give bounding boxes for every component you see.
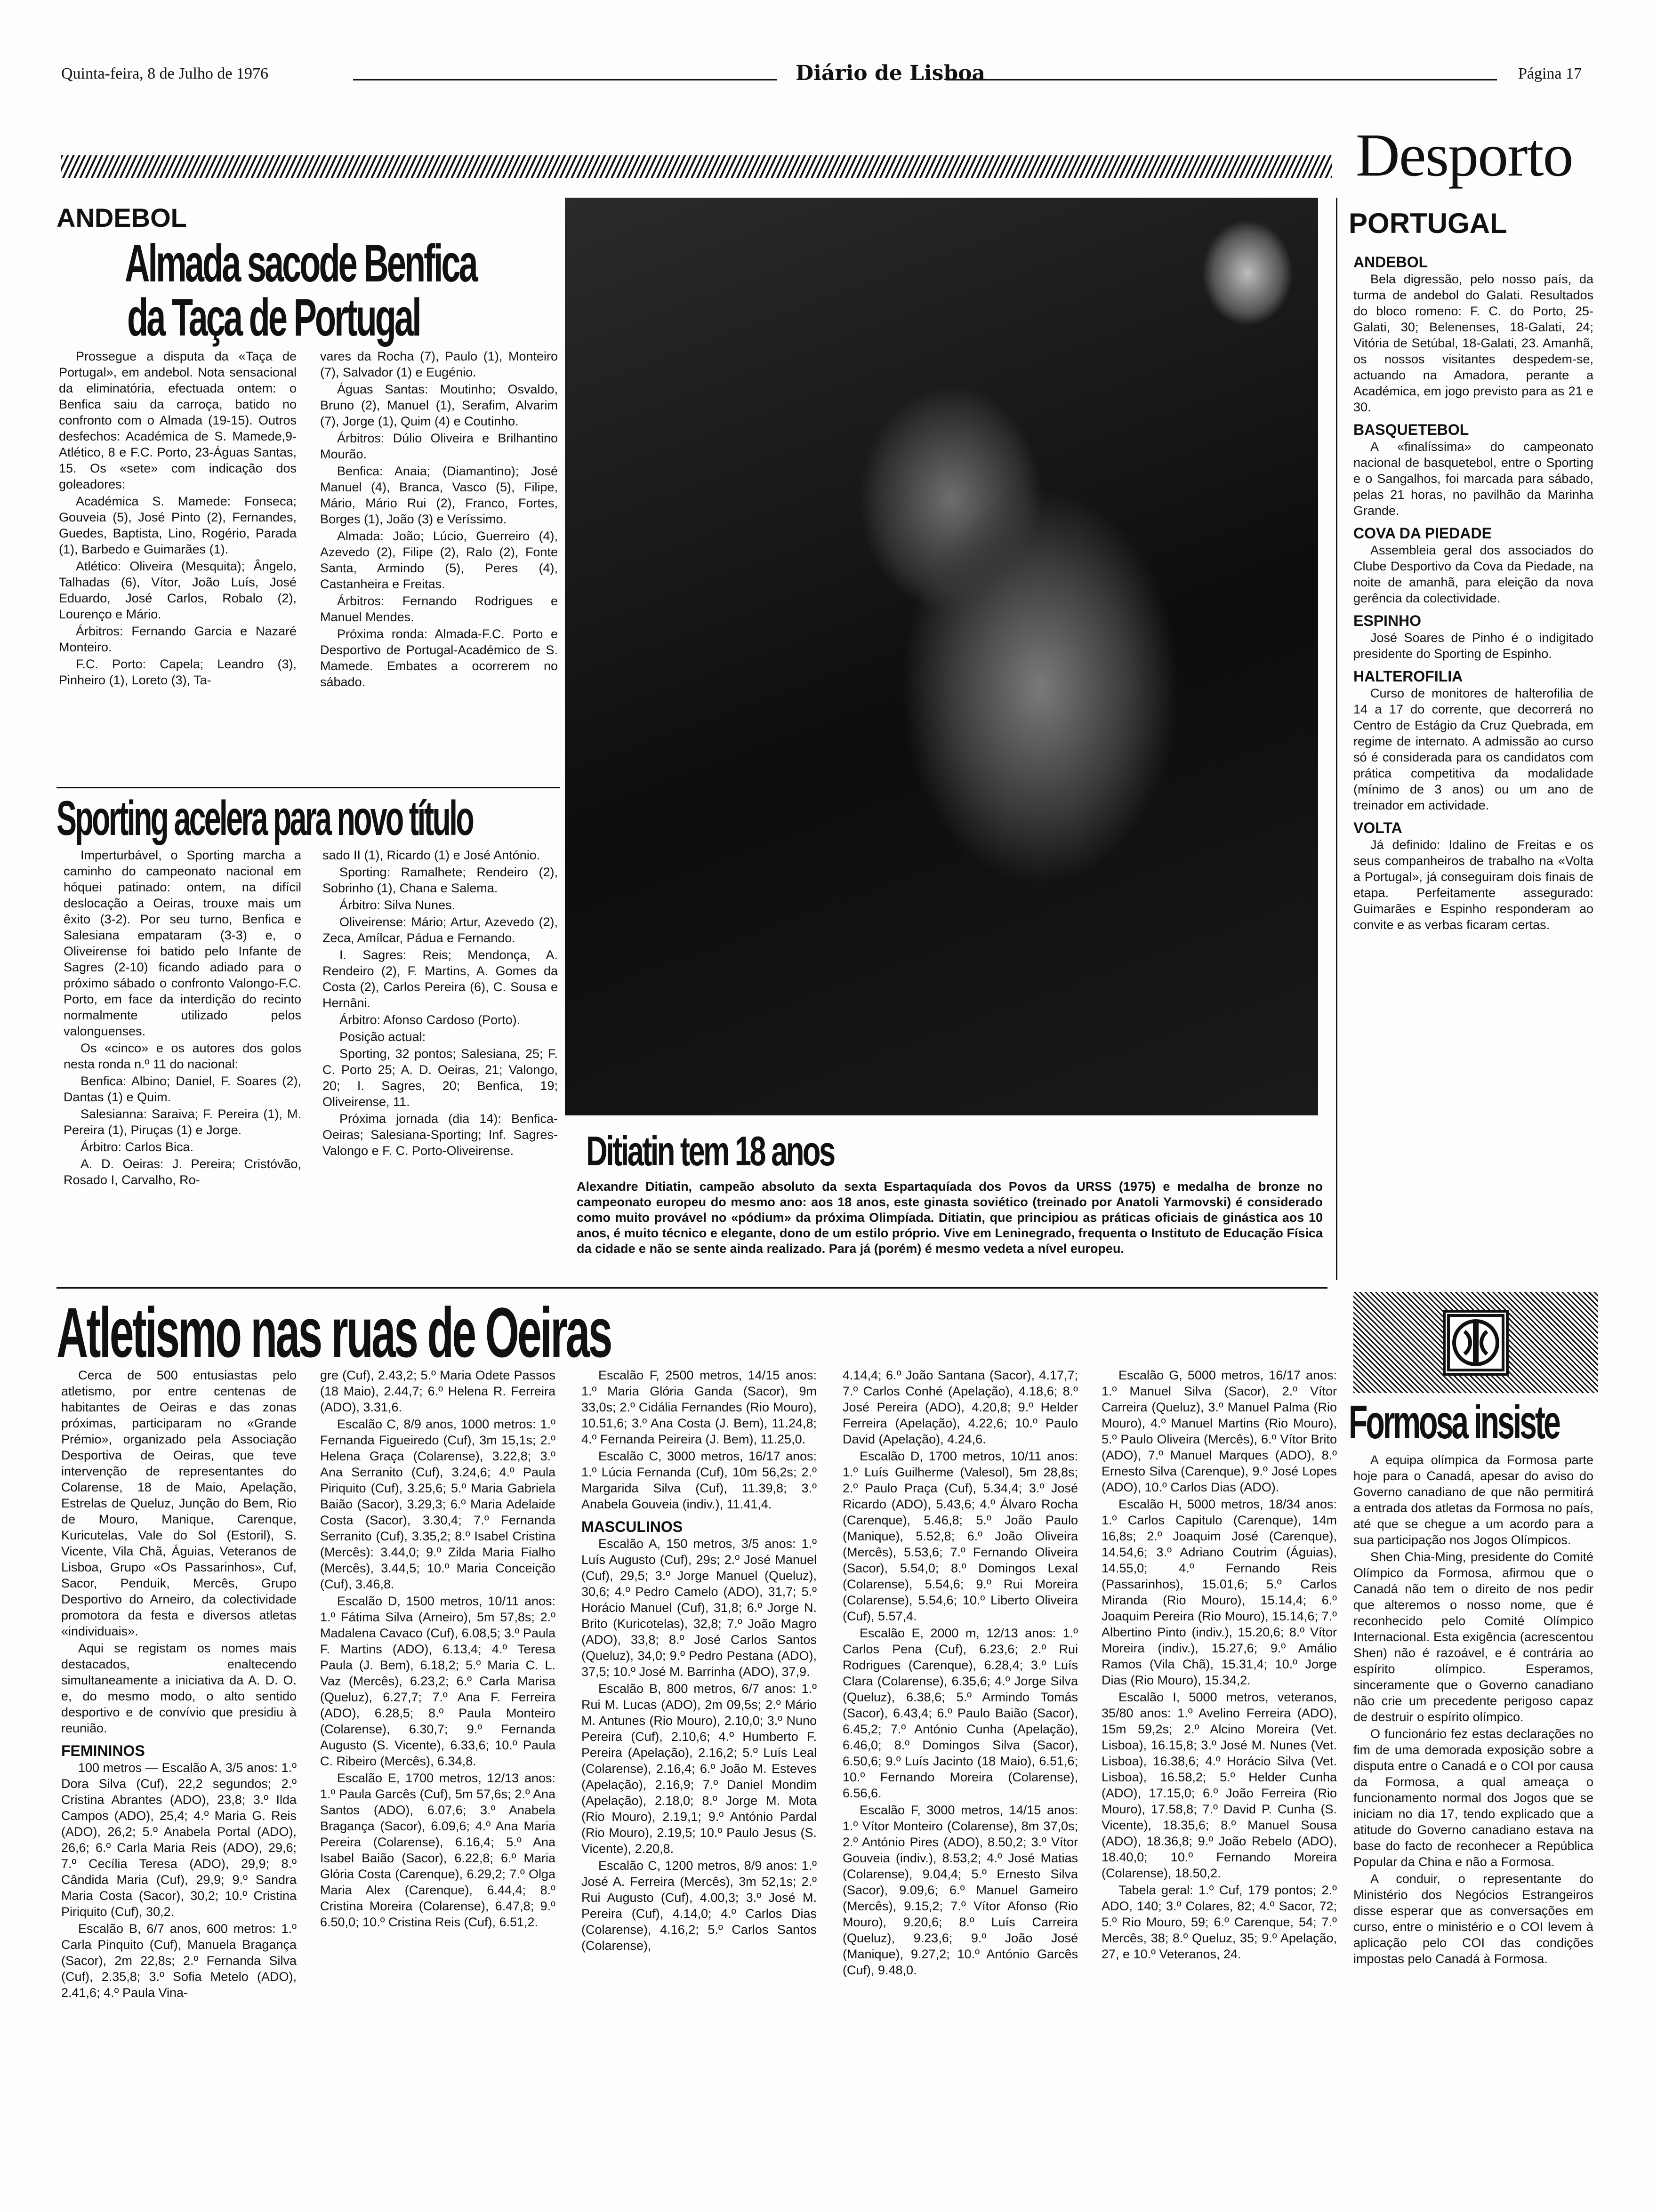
paragraph: F.C. Porto: Capela; Leandro (3), Pinheiro (1), Loreto (3), Ta- <box>59 657 297 687</box>
paragraph: Imperturbável, o Sporting marcha a caminho do campeonato nacional em hóquei patinado: ontem, na difícil deslocação a Oeiras, trouxe mais um êxito (3-2). Por seu turno, Benfica e Salesiana empataram (3-3) e, o Oliveirense foi batido pelo Infante de Sagres (2-10) ficando adiado para o próximo sábado o confronto Valongo-F.C. Porto, em face da interdição do recinto normalmente utilizado pelos valonguenses. <box>64 848 301 1038</box>
sidebar-heading: ESPINHO <box>1353 612 1422 629</box>
article-column <box>843 1367 1078 2200</box>
photo-caption: Alexandre Ditiatin, campeão absoluto da sexta Espartaquíada dos Povos da URSS (1975) e medalha de bronze no campeonato europeu do mesmo ano: aos 18 anos, este ginasta soviético (treinado por Anatoli Yarmovski) é considerado como muito provável no «pódium» da próxima Olimpíada. Ditiatin, que principiou as práticas oficiais de ginástica aos 10 anos, é muito técnico e elegante, dono de um estilo próprio. Vive em Leninegrado, frequenta o Instituto de Educação Física da cidade e não se sente ainda realizado. Para já (porém) é mesmo vedeta a nível europeu. <box>577 1179 1323 1256</box>
article-column <box>64 847 301 1294</box>
paragraph: Árbitros: Fernando Rodrigues e Manuel Mendes. <box>320 594 558 624</box>
sidebar-heading: HALTEROFILIA <box>1353 668 1463 685</box>
paragraph: Curso de monitores de halterofilia de 14 a 17 do corrente, que decorrerá no Centro de Estágio da Cruz Quebrada, em regime de internato. A admissão ao curso só é considerada para os candidatos com prática competitiva da modalidade (mínimo de 3 anos) ou um ano de treinador em actividade. <box>1353 686 1593 812</box>
gymnast-photo <box>565 198 1318 1115</box>
paragraph: O funcionário fez estas declarações no fim de uma demorada exposição sobre a disputa entre o Canadá e o COI por causa da Formosa, a qual ameaça o funcionamento normal dos Jogos que se iniciam no dia 17, tendo explicado que a atitude do Governo canadiano estava na base do facto de reconhecer a República Popular da China e não a Formosa. <box>1353 1727 1593 1869</box>
paragraph: Aqui se registam os nomes mais destacados, enaltecendo simultaneamente a iniciativa da A. D. O. e, do mesmo modo, o alto sentido desportivo e de convívio que presidiu à reunião. <box>61 1641 297 1735</box>
article-column <box>59 348 297 772</box>
paragraph: A. D. Oeiras: J. Pereira; Cristóvão, Rosado I, Carvalho, Ro- <box>64 1157 301 1187</box>
paragraph: Oliveirense: Mário; Artur, Azevedo (2), Zeca, Amílcar, Pádua e Fernando. <box>322 915 558 945</box>
article-column <box>1353 1452 1593 2200</box>
issue-date: Quinta-feira, 8 de Julho de 1976 <box>61 65 268 82</box>
column-rule <box>1336 198 1337 1280</box>
paragraph: sado II (1), Ricardo (1) e José António. <box>322 848 540 862</box>
paragraph: Escalão B, 800 metros, 6/7 anos: 1.º Rui M. Lucas (ADO), 2m 09,5s; 2.º Mário M. Antunes (Rio Mouro), 2.10,0; 3.º Nuno Pereira (Cuf), 2.10,6; 4.º Humberto F. Pereira (Apelação), 2.16,2; 5.º Luís Leal (Colarense), 2.16,4; 6.º João M. Esteves (Apelação), 2.16,9; 7.º Daniel Mondim (Apelação), 2.18,0; 8.º Jorge M. Mota (Rio Mouro), 2.19,1; 9.º António Pardal (Rio Mouro), 2.19,5; 10.º Paulo Jesus (S. Vicente), 2.20,8. <box>581 1682 817 1856</box>
masthead <box>61 61 1582 89</box>
article-column <box>320 348 558 781</box>
paragraph: Escalão C, 8/9 anos, 1000 metros: 1.º Fernanda Figueiredo (Cuf), 3m 15,1s; 2.º Helena Graça (Colarense), 3.22,8; 3.º Ana Serranito (Cuf), 3.24,6; 4.º Paula Piriquito (Cuf), 3.25,6; 5.º Maria Gabriela Baião (Sacor), 3.29,3; 6.º Maria Adelaide Costa (Sacor), 3.30,4; 7.º Fernanda Serranito (Cuf), 3.35,2; 8.º Isabel Cristina (Mercês): 3.44,0; 9.º Zilda Maria Fialho (Mercês), 3.44,5; 10.º Maria Conceição (Cuf), 3.46,8. <box>320 1417 555 1591</box>
article-headline: Atletismo nas ruas de Oeiras <box>56 1293 611 1372</box>
paragraph: Já definido: Idalino de Freitas e os seus companheiros de trabalho na «Volta a Portugal», já conseguiram dois finais de etapa. Perfeitamente assegurado: Guimarães e Espinho responderam ao convite e as verbas ficaram certas. <box>1353 838 1593 932</box>
paragraph: 4.14,4; 6.º João Santana (Sacor), 4.17,7; 7.º Carlos Conhé (Apelação), 4.18,6; 8.º José Pereira (ADO), 4.20,8; 9.º Helder Ferreira (Apelação), 4.22,6; 10.º Paulo David (Apelação), 4.24,6. <box>843 1368 1078 1446</box>
subheading: FEMININOS <box>61 1742 145 1759</box>
article-column <box>1102 1367 1337 2200</box>
montreal-olympic-emblem-icon <box>1443 1310 1509 1376</box>
paragraph: Escalão C, 1200 metros, 8/9 anos: 1.º José A. Ferreira (Mercês), 3m 52,1s; 2.º Rui Augusto (Cuf), 4.00,3; 3.º José M. Pereira (Cuf), 4.14,0; 4.º Carlos Dias (Colarense), 4.16,2; 5.º Carlos Santos (Colarense), <box>581 1859 817 1953</box>
paragraph: Escalão F, 2500 metros, 14/15 anos: 1.º Maria Glória Ganda (Sacor), 9m 33,0s; 2.º Cidália Fernandes (Rio Mouro), 10.51,6; 3.º Ana Costa (J. Bem), 11.24,8; 4.º Fernanda Peireira (J. Bem), 11.25,0. <box>581 1368 817 1446</box>
paragraph: Prossegue a disputa da «Taça de Portugal», em andebol. Nota sensacional da eliminatória, efectuada ontem: o Benfica saiu da carroça, batido no confronto com o Almada (19-15). Outros desfechos: Académica de S. Mamede,9-Atlético, 8 e F.C. Porto, 23-Águas Santas, 15. Os «sete» com indicação dos goleadores: <box>59 349 297 491</box>
paragraph: Árbitro: Afonso Cardoso (Porto). <box>339 1013 521 1027</box>
paragraph: Próxima jornada (dia 14): Benfica-Oeiras; Salesiana-Sporting; Inf. Sagres-Valongo e F. C. Porto-Oliveirense. <box>322 1112 558 1158</box>
paragraph: Escalão D, 1500 metros, 10/11 anos: 1.º Fátima Silva (Arneiro), 5m 57,8s; 2.º Madalena Cavaco (Cuf), 6.08,5; 3.º Paula F. Martins (ADO), 6.13,4; 4.º Teresa Paula (J. Bem), 6.18,2; 5.º Maria C. L. Vaz (Mercês), 6.23,2; 6.º Carla Marisa (Queluz), 6.27,7; 7.º Ana F. Ferreira (ADO), 6.28,5; 8.º Paula Monteiro (Colarense), 6.30,7; 9.º Fernanda Augusto (S. Vicente), 6.33,6; 10.º Paula C. Ribeiro (Mercês), 6.34,8. <box>320 1594 555 1768</box>
paragraph: Almada: João; Lúcio, Guerreiro (4), Azevedo (2), Filipe (2), Ralo (2), Fonte Santa, Armindo (5), Peres (4), Castanheira e Freitas. <box>320 529 558 591</box>
paragraph: Sporting: Ramalhete; Rendeiro (2), Sobrinho (1), Chana e Salema. <box>322 865 558 895</box>
article-column <box>322 847 558 1294</box>
sidebar-heading: COVA DA PIEDADE <box>1353 525 1492 542</box>
paragraph: A «finalíssima» do campeonato nacional de basquetebol, entre o Sporting e o Sangalhos, foi marcada para sábado, pelas 21 horas, no pavilhão da Marinha Grande. <box>1353 440 1593 518</box>
article-column <box>61 1367 297 2200</box>
paragraph: Sporting, 32 pontos; Salesiana, 25; F. C. Porto 25; A. D. Oeiras, 21; Valongo, 20; I. Sagres, 20; Benfica, 19; Oliveirense, 11. <box>322 1047 558 1109</box>
paragraph: gre (Cuf), 2.43,2; 5.º Maria Odete Passos (18 Maio), 2.44,7; 6.º Helena R. Ferreira (ADO), 3.31,6. <box>320 1368 555 1414</box>
paragraph: Árbitros: Dúlio Oliveira e Brilhantino Mourão. <box>320 431 558 461</box>
sidebar-column <box>1353 254 1593 1280</box>
paragraph: A equipa olímpica da Formosa parte hoje para o Canadá, apesar do aviso do Governo canadiano de que não permitirá a entrada dos atletas da Formosa no país, até que se chegue a um acordo para a sua participação nos Jogos Olímpicos. <box>1353 1453 1593 1547</box>
sidebar-kicker: PORTUGAL <box>1349 208 1507 239</box>
paragraph: Salesianna: Saraiva; F. Pereira (1), M. Pereira (1), Piruças (1) e Jorge. <box>64 1107 301 1137</box>
paragraph: Benfica: Albino; Daniel, F. Soares (2), Dantas (1) e Quim. <box>64 1074 301 1104</box>
newspaper-title: Diário de Lisboa <box>796 61 986 85</box>
masthead-rule <box>353 79 777 80</box>
paragraph: Assembleia geral dos associados do Clube Desportivo da Cova da Piedade, na noite de amanhã, para eleição da nova gerência da colectividade. <box>1353 543 1593 605</box>
page-number: Página 17 <box>1518 65 1582 82</box>
olympic-logo <box>1353 1292 1598 1393</box>
paragraph: Shen Chia-Ming, presidente do Comité Olímpico da Formosa, afirmou que o Canadá não tem o direito de nos pedir que alteremos o nosso nome, que é reconhecido pelo Comité Olímpico Internacional. Esta exigência (acrescentou Shen) não é razoável, e é contrária ao espírito olímpico. Esperamos, sinceramente que o Governo canadiano não crie um precedente perigoso capaz de destruir o espírito olímpico. <box>1353 1550 1593 1724</box>
paragraph: Bela digressão, pelo nosso país, da turma de andebol do Galati. Resultados do bloco romeno: F. C. do Porto, 25-Galati, 30; Belenenses, 18-Galati, 24; Vitória de Setúbal, 18-Galati, 23. Amanhã, os nossos visitantes despedem-se, actuando na Amadora, perante a Académica, em jogo previsto para as 21 e 30. <box>1353 272 1593 414</box>
paragraph: Escalão E, 1700 metros, 12/13 anos: 1.º Paula Garcês (Cuf), 5m 57,6s; 2.º Ana Santos (ADO), 6.07,6; 3.º Anabela Bragança (Sacor), 6.09,6; 4.º Ana Maria Pereira (Colarense), 6.16,4; 5.º Ana Isabel Baião (Sacor), 6.22,8; 6.º Maria Glória Costa (Carenque), 6.29,2; 7.º Olga Maria Alex (Carenque), 6.44,4; 8.º Cristina Moreira (Colarense), 6.47,8; 9.º 6.50,0; 10.º Cristina Reis (Cuf), 6.51,2. <box>320 1771 555 1929</box>
paragraph: Árbitros: Fernando Garcia e Nazaré Monteiro. <box>59 624 297 654</box>
paragraph: Cerca de 500 entusiastas pelo atletismo, por entre centenas de habitantes de Oeiras e das zonas próximas, participaram no «Grande Prémio», organizado pela Associação Desportiva de Oeiras, que teve intervenção de representantes do Colarense, 18 de Maio, Apelação, Estrelas de Queluz, Junção do Bem, Rio de Mouro, Manique, Carenque, Kuricutelas, Vale do Sol (Estoril), S. Vicente, Vila Chã, Águias, Veteranos de Lisboa, Grupo «Os Passarinhos», Cuf, Sacor, Penduik, Mercês, Grupo Desportivo do Arneiro, da colectividade promotora da festa e diversos atletas «individuais». <box>61 1368 297 1638</box>
subheading: MASCULINOS <box>581 1518 683 1535</box>
article-headline: Sporting acelera para novo título <box>56 791 473 846</box>
section-rule <box>56 1287 1327 1289</box>
sidebar-heading: ANDEBOL <box>1353 254 1428 271</box>
paragraph: Árbitro: Silva Nunes. <box>339 898 456 912</box>
paragraph: Escalão G, 5000 metros, 16/17 anos: 1.º Manuel Silva (Sacor), 2.º Vítor Carreira (Queluz), 3.º Manuel Palma (Rio Mouro), 4.º Manuel Martins (Rio Mouro), 5.º Paulo Oliveira (Mercês), 6.º Vítor Brito (ADO), 7.º Manuel Marques (ADO), 8.º Ernesto Silva (Carenque), 9.º José Lopes (ADO), 10.º Carlos Dias (ADO). <box>1102 1368 1337 1494</box>
paragraph: Escalão C, 3000 metros, 16/17 anos: 1.º Lúcia Fernanda (Cuf), 10m 56,2s; 2.º Margarida Silva (Cuf), 11.39,8; 3.º Anabela Gouveia (indiv.), 11.41,4. <box>581 1449 817 1511</box>
paragraph: Próxima ronda: Almada-F.C. Porto e Desportivo de Portugal-Académico de S. Mamede. Embates a ocorrerem no sábado. <box>320 627 558 689</box>
paragraph: Escalão H, 5000 metros, 18/34 anos: 1.º Carlos Capitulo (Carenque), 14m 16,8s; 2.º Joaquim José (Carenque), 14.54,6; 3.º Adriano Coutrim (Águias), 14.55,0; 4.º Fernando Reis (Passarinhos), 15.01,6; 5.º Carlos Miranda (Rio Mouro), 15.14,4; 6.º Joaquim Pereira (Rio Mouro), 15.14,6; 7.º Albertino Pinto (indiv.), 15.20,6; 8.º Vítor Moreira (indiv.), 15.27,6; 9.º Amálio Ramos (Vila Chã), 15.31,4; 10.º Jorge Dias (Rio Mouro), 15.34,2. <box>1102 1497 1337 1687</box>
paragraph: Escalão F, 3000 metros, 14/15 anos: 1.º Vítor Monteiro (Colarense), 8m 37,0s; 2.º António Pires (ADO), 8.50,2; 3.º Vítor Gouveia (indiv.), 8.53,2; 4.º José Matias (Colarense), 9.04,4; 5.º Ernesto Silva (Sacor), 9.09,6; 6.º Manuel Gameiro (Mercês), 9.15,2; 7.º Vítor Afonso (Rio Mouro), 9.20,6; 8.º Luís Carreira (Queluz), 9.23,6; 9.º João José (Manique), 9.27,2; 10.º António Garcês (Cuf), 9.48,0. <box>843 1803 1078 1977</box>
paragraph: I. Sagres: Reis; Mendonça, A. Rendeiro (2), F. Martins, A. Gomes da Costa (2), Carlos Pereira (6), C. Sousa e Hernâni. <box>322 948 558 1010</box>
paragraph: Tabela geral: 1.º Cuf, 179 pontos; 2.º ADO, 140; 3.º Colares, 82; 4.º Sacor, 72; 5.º Rio Mouro, 59; 6.º Carenque, 54; 7.º Mercês, 38; 8.º Queluz, 35; 9.º Apelação, 27, e 10.º Veteranos, 24. <box>1102 1883 1337 1961</box>
photo-headline: Ditiatin tem 18 anos <box>586 1128 834 1174</box>
section-title: Desporto <box>1356 121 1573 189</box>
paragraph: Os «cinco» e os autores dos golos nesta ronda n.º 11 do nacional: <box>64 1041 301 1071</box>
paragraph: Águas Santas: Moutinho; Osvaldo, Bruno (2), Manuel (1), Serafim, Alvarim (7), Jorge (1), Quim (4) e Coutinho. <box>320 382 558 428</box>
paragraph: Árbitro: Carlos Bica. <box>80 1140 194 1154</box>
article-headline: Formosa insiste <box>1349 1396 1559 1449</box>
article-headline: Almada sacode Benfica <box>125 234 476 293</box>
article-kicker: ANDEBOL <box>56 203 187 232</box>
paragraph: Escalão D, 1700 metros, 10/11 anos: 1.º Luís Guilherme (Valesol), 5m 28,8s; 2.º Paulo Praça (Cuf), 5.34,4; 3.º José Ricardo (ADO), 5.43,6; 4.º Álvaro Rocha (Carenque), 5.46,8; 5.º João Paulo (Manique), 5.52,8; 6.º João Oliveira (Mercês), 5.53,6; 7.º Fernando Oliveira (Sacor), 5.54,0; 8.º Domingos Lexal (Colarense), 5.54,6; 9.º Rui Moreira (Colarense), 5.54,6; 10.º Liberto Oliveira (Cuf), 5.57,4. <box>843 1449 1078 1623</box>
masthead-rule <box>946 79 1497 80</box>
article-headline: da Taça de Portugal <box>127 288 420 347</box>
paragraph: Escalão A, 150 metros, 3/5 anos: 1.º Luís Augusto (Cuf), 29s; 2.º José Manuel (Cuf), 29,5; 3.º Jorge Manuel (Queluz), 30,6; 4.º Pedro Camelo (ADO), 31,7; 5.º Horácio Manuel (Cuf), 31,8; 6.º Jorge N. Brito (Kuricotelas), 32,8; 7.º João Magro (ADO), 33,8; 8.º José Carlos Santos (Queluz), 34,0; 9.º Pedro Pestana (ADO), 37,5; 10.º José M. Barrinha (ADO), 37,9. <box>581 1537 817 1679</box>
paragraph: 100 metros — Escalão A, 3/5 anos: 1.º Dora Silva (Cuf), 22,2 segundos; 2.º Cristina Abrantes (ADO), 23,8; 3.º Ilda Campos (ADO), 25,4; 4.º Maria G. Reis (ADO), 26,2; 5.º Anabela Portal (ADO), 26,6; 6.º Carla Maria Reis (ADO), 29,6; 7.º Cecília Teresa (ADO), 29,9; 8.º Cândida Maria (Cuf), 29,9; 9.º Sandra Maria Costa (Sacor), 30,2; 10.º Cristina Piriquito (Cuf), 30,2. <box>61 1761 297 1919</box>
column-rule <box>56 787 560 788</box>
paragraph: Escalão E, 2000 m, 12/13 anos: 1.º Carlos Pena (Cuf), 6.23,6; 2.º Rui Rodrigues (Carenque), 6.28,4; 3.º Luís Clara (Colarense), 6.35,6; 4.º Jorge Silva (Queluz), 6.38,6; 5.º Armindo Tomás (Sacor), 6.43,4; 6.º Paulo Baião (Sacor), 6.45,2; 7.º António Cunha (Apelação), 6.46,0; 8.º Domingos Silva (Sacor), 6.50,6; 9.º Luís Jacinto (18 Maio), 6.51,6; 10.º Fernando Moreira (Colarense), 6.56,6. <box>843 1626 1078 1800</box>
paragraph: José Soares de Pinho é o indigitado presidente do Sporting de Espinho. <box>1353 631 1593 661</box>
sidebar-heading: BASQUETEBOL <box>1353 421 1469 438</box>
paragraph: vares da Rocha (7), Paulo (1), Monteiro (7), Salvador (1) e Eugénio. <box>320 349 558 379</box>
paragraph: Benfica: Anaia; (Diamantino); José Manuel (4), Branca, Vasco (5), Filipe, Mário, Mário Rui (2), Franco, Fortes, Borges (1), João (3) e Veríssimo. <box>320 464 558 526</box>
paragraph: Escalão B, 6/7 anos, 600 metros: 1.º Carla Pinquito (Cuf), Manuela Bragança (Sacor), 2m 22,8s; 2.º Fernanda Silva (Cuf), 2.35,8; 3.º Sofia Metelo (ADO), 2.41,6; 4.º Paula Vina- <box>61 1922 297 2000</box>
section-hatch-bar <box>61 155 1332 178</box>
paragraph: A conduir, o representante do Ministério dos Negócios Estrangeiros disse esperar que as conversações em curso, entre o ministério e o COI levem à aplicação pelo COI das condições impostas pelo Canadá à Formosa. <box>1353 1872 1593 1966</box>
article-column <box>320 1367 555 2200</box>
article-column <box>581 1367 817 2200</box>
paragraph: Atlético: Oliveira (Mesquita); Ângelo, Talhadas (6), Vítor, João Luís, José Eduardo, José Carlos, Robalo (2), Lourenço e Mário. <box>59 559 297 621</box>
paragraph: Académica S. Mamede: Fonseca; Gouveia (5), José Pinto (2), Fernandes, Guedes, Baptista, Lino, Rogério, Parada (1), Barbedo e Guimarães (1). <box>59 494 297 556</box>
paragraph: Escalão I, 5000 metros, veteranos, 35/80 anos: 1.º Avelino Ferreira (ADO), 15m 59,2s; 2.º Alcino Moreira (Vet. Lisboa), 16.15,8; 3.º José M. Nunes (Vet. Lisboa), 16.38,6; 4.º Horácio Silva (Vet. Lisboa), 16.58,2; 5.º Helder Cunha (ADO), 17.15,0; 6.º João Ferreira (Rio Mouro), 17.58,8; 7.º David P. Cunha (S. Vicente), 18.35,6; 8.º Manuel Sousa (ADO), 18.36,8; 9.º João Rebelo (ADO), 18.40,0; 10.º Fernando Moreira (Colarense), 18.50,2. <box>1102 1690 1337 1880</box>
sidebar-heading: VOLTA <box>1353 819 1402 836</box>
paragraph: Posição actual: <box>339 1030 426 1044</box>
